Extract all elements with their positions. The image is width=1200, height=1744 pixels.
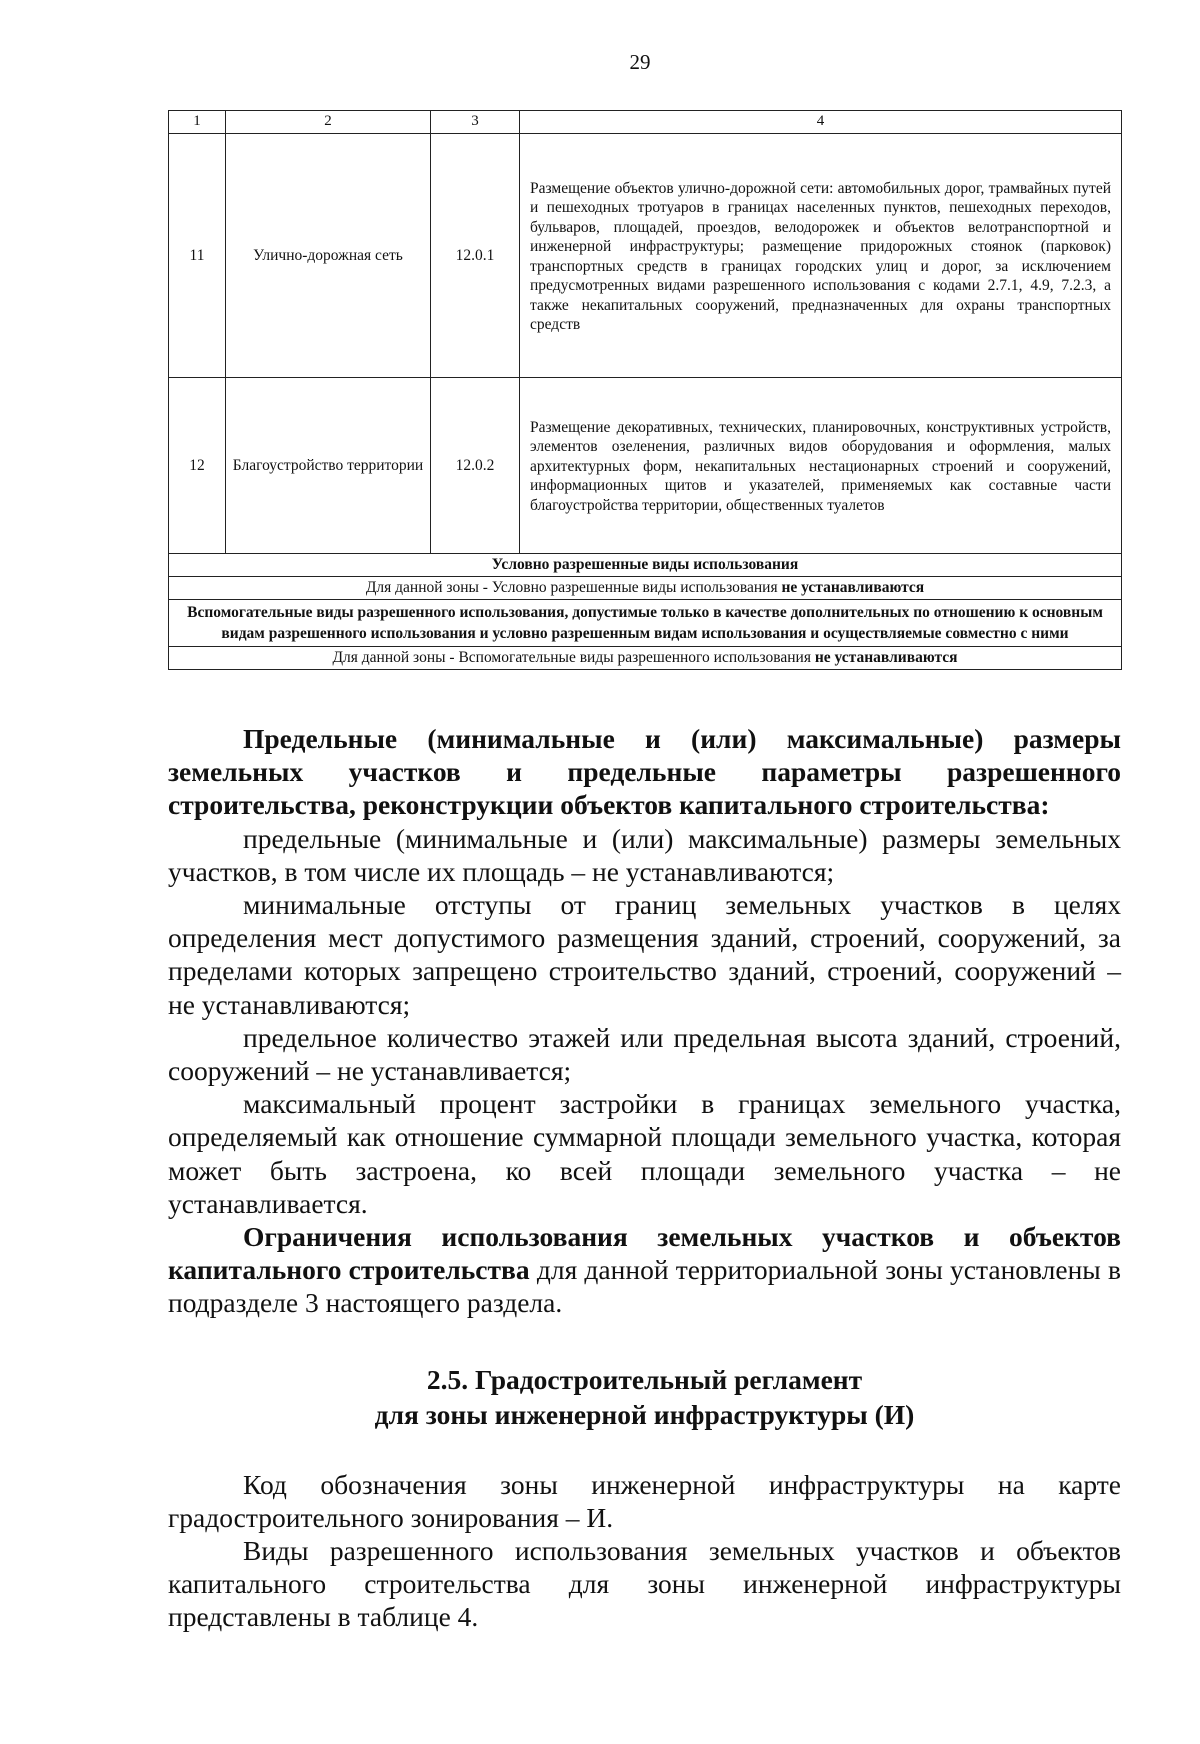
table-header-cell: 1 [169,111,226,134]
use-type-code: 12.0.2 [431,378,520,554]
conditional-uses-heading: Условно разрешенные виды использования [169,554,1122,577]
paragraph-restrictions [168,1220,1121,1320]
paragraph-setbacks: минимальные отступы от границ земельных участков в целях определения мест допустимого размещения зданий, строений, сооружений, за пределами которых запрещено строительство зданий, строений, сооружений – не устанавливаются; [168,889,1121,1020]
auxiliary-heading-row [169,600,1122,647]
use-type-code: 12.0.1 [431,134,520,378]
use-type-description: Размещение декоративных, технических, планировочных, конструктивных устройств, элементов озеленения, различных видов оборудования и оформления, малых архитектурных форм, некапитальных нестационарных строений и сооружений, информационных щитов и указателей, применяемых как составные части благоустройства территории, общественных туалетов [520,378,1122,554]
row-number: 12 [169,378,226,554]
row-number: 11 [169,134,226,378]
table-row [169,378,1122,554]
conditional-note-row [169,577,1122,600]
document-body [168,722,1121,1634]
paragraph-plot-sizes: предельные (минимальные и (или) максимальные) размеры земельных участков, в том числе их площадь – не устанавливаются; [168,822,1121,887]
table-row [169,134,1122,378]
use-type-name: Улично-дорожная сеть [226,134,431,378]
restrictions-text: для данной территориальной зоны установлены в подразделе 3 настоящего раздела. [168,1254,1121,1319]
paragraph-coverage: максимальный процент застройки в границах земельного участка, определяемый как отношение суммарной площади земельного участка, которая может быть застроена, ко всей площади земельного участка – не устанавливается. [168,1088,1121,1219]
auxiliary-note-emphasis: не устанавливаются [814,649,958,667]
section-title-line1: 2.5. Градостроительный регламент [426,1363,863,1395]
limits-heading: Предельные (минимальные и (или) максимальные) размеры земельных участков и предельные параметры разрешенного строительства, реконструкции объектов капитального строительства: [168,723,1121,821]
auxiliary-note-row [169,647,1122,670]
section-title-line2: для зоны инженерной инфраструктуры (И) [374,1398,915,1430]
conditional-heading-row [169,554,1122,577]
paragraph-table-reference: Виды разрешенного использования земельных участков и объектов капитального строительства для зоны инженерной инфраструктуры представлены в таблице 4. [168,1535,1121,1633]
conditional-note-emphasis: не устанавливаются [781,579,925,597]
land-use-table [168,110,1122,670]
auxiliary-note-text: Для данной зоны - Вспомогательные виды разрешенного использования [332,649,815,667]
paragraph-zone-code: Код обозначения зоны инженерной инфраструктуры на карте градостроительного зонирования – И. [168,1468,1121,1533]
conditional-note-text: Для данной зоны - Условно разрешенные виды использования [365,579,782,597]
restrictions-emphasis: Ограничения использования земельных участков и объектов капитального строительства [168,1221,1121,1286]
table-header-cell: 2 [226,111,431,134]
auxiliary-uses-note [169,647,1122,670]
use-type-description: Размещение объектов улично-дорожной сети: автомобильных дорог, трамвайных путей и пешеходных тротуаров в границах населенных пунктов, пешеходных переходов, бульваров, площадей, проездов, велодорожек и объектов велотранспортной и инженерной инфраструктуры; размещение придорожных стоянок (парковок) транспортных средств в границах городских улиц и дорог, за исключением предусмотренных видами разрешенного использования с кодами 2.7.1, 4.9, 7.2.3, а также некапитальных сооружений, предназначенных для охраны транспортных средств [520,134,1122,378]
table-header-cell: 3 [431,111,520,134]
table-header-cell: 4 [520,111,1122,134]
conditional-uses-note [169,577,1122,600]
auxiliary-uses-heading: Вспомогательные виды разрешенного использования, допустимые только в качестве дополнительных по отношению к основным видам разрешенного использования и условно разрешенным видам использования и осуществляемые совместно с ними [169,600,1122,647]
use-type-name: Благоустройство территории [226,378,431,554]
page-number: 29 [629,50,651,74]
paragraph-floors: предельное количество этажей или предельная высота зданий, строений, сооружений – не устанавливается; [168,1021,1121,1087]
table-header-row [169,111,1122,134]
